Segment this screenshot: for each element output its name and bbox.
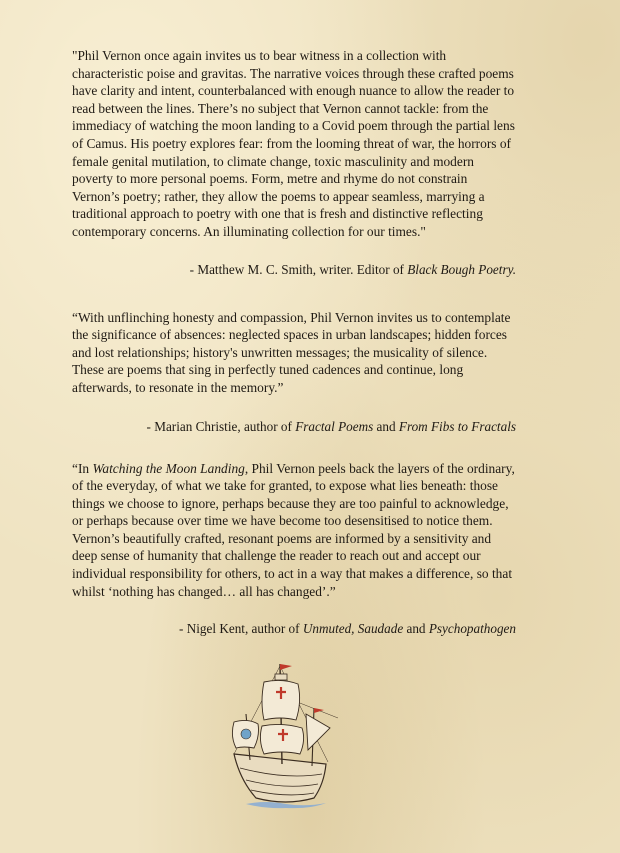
attribution-title: From Fibs to Fractals	[398, 418, 516, 434]
attribution-title: Black Bough Poetry.	[407, 261, 516, 277]
blurbs-page	[72, 47, 516, 637]
attribution-text: and	[373, 418, 399, 434]
quote-text: , Phil Vernon peels back the layers of the ordinary, of the everyday, of what we take for granted, to expose what lies beneath: those things we choose to ignore, perhaps because they are too painful to acknowledge, or perhaps because over time we have become too desensitised to notice them. Vernon’s beautifully crafted, resonant poems are informed by a sensitivity and deep sense of humanity that challenge the reader to reach out and accept our individual responsibility for others, to act in a way that makes a difference, so that whilst ‘nothing has changed… all has changed’.”	[72, 460, 515, 599]
blurb-quote-kent	[72, 460, 516, 601]
attribution-title: Fractal Poems	[295, 418, 374, 434]
attribution-text: - Marian Christie, author of	[146, 418, 296, 434]
attribution-title: Psychopathogen	[428, 621, 516, 637]
sailing-ship-icon	[206, 656, 356, 814]
attribution-title: Unmuted, Saudade	[302, 621, 404, 637]
blurb-quote-smith: "Phil Vernon once again invites us to bear witness in a collection with characteristic poise and gravitas. The narrative voices through these crafted poems have clarity and intent, counterbalanced with enough nuance to allow the reader to read between the lines. There’s no subject that Vernon cannot tackle: from the immediacy of watching the moon landing to a Covid poem through the partial lens of Camus. His poetry explores fear: from the looming threat of war, the horrors of female genital mutilation, to climate change, toxic masculinity and modern poverty to more personal poems. Form, metre and rhyme do not constrain Vernon’s poetry; rather, they allow the poems to appear seamless, marrying a traditional approach to poetry with one that is fresh and distinctive reflecting contemporary concerns. An illuminating collection for our times."	[72, 48, 515, 239]
quote-text: “In	[72, 460, 93, 476]
blurb-attribution-kent	[72, 620, 516, 637]
attribution-text: - Nigel Kent, author of	[179, 621, 303, 637]
blurb-attribution-smith	[72, 261, 516, 278]
attribution-text: - Matthew M. C. Smith, writer. Editor of	[189, 261, 408, 277]
blurb-attribution-christie	[72, 418, 516, 435]
attribution-text: and	[403, 621, 429, 637]
quote-book-title: Watching the Moon Landing	[92, 460, 245, 476]
blurb-quote-christie: “With unflinching honesty and compassion, Phil Vernon invites us to contemplate the significance of absences: neglected spaces in urban landscapes; hidden forces and lost relationships; history's unwritten messages; the musicality of silence. These are poems that sing in perfectly tuned cadences and continue, long afterwards, to resonate in the memory.”	[72, 309, 511, 395]
